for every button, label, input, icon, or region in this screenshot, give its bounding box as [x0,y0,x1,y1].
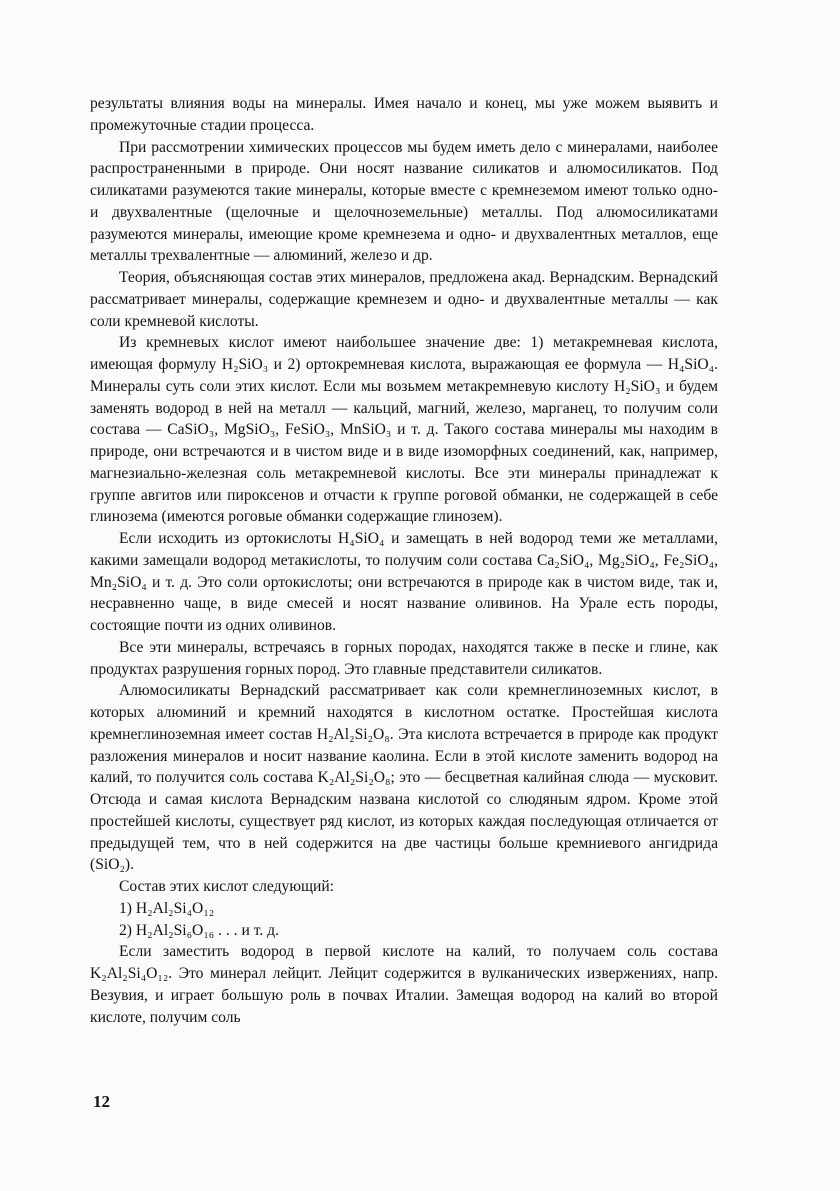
paragraph: Если заместить водород в первой кислоте на калий, то получаем соль состава K₂Al₂Si₄O₁₂. Это минерал лейцит. Лейцит содержится в вулканических извержениях, напр. Везувия, и играет большую роль в почвах Италии. Замещая водород на калий во второй кислоте, получим соль [90,943,718,1026]
formula-line: 1) H₂Al₂Si₄O₁₂ [119,899,215,917]
paragraph: Состав этих кислот следующий: [119,878,335,895]
paragraph: Алюмосиликаты Вернадский рассматривает как соли кремнеглиноземных кислот, в которых алюминий и кремний находятся в кислотном остатке. Простейшая кислота кремнеглиноземная имеет состав H₂Al₂Si₂O₈. Эта кислота встречается в природе как продукт разложения минералов и носит название каолина. Если в этой кислоте заменить водород на калий, то получится соль состава K₂Al₂Si₂O₈; это — бесцветная калийная слюда — мусковит. Отсюда и самая кислота Вернадским названа кислотой со слюдяным ядром. Кроме этой простейшей кислоты, существует ряд кислот, из которых каждая последующая отличается от предыдущей тем, что в ней содержится на две частицы больше кремниевого ангидрида (SiO₂). [90,682,718,874]
page-text [90,93,718,1028]
paragraph: Если исходить из ортокислоты H₄SiO₄ и замещать в ней водород теми же металлами, какими замещали водород метакислоты, то получим соли состава Ca₂SiO₄, Mg₂SiO₄, Fe₂SiO₄, Mn₂SiO₄ и т. д. Это соли ортокислоты; они встречаются в природе как в чистом виде, так и, несравненно чаще, в виде смесей и носят название оливинов. На Урале есть породы, состоящие почти из одних оливинов. [90,530,718,634]
page-number: 12 [93,1092,110,1111]
paragraph: результаты влияния воды на минералы. Имея начало и конец, мы уже можем выявить и промежуточные стадии процесса. [90,95,718,134]
paragraph: При рассмотрении химических процессов мы будем иметь дело с минералами, наиболее распространенными в природе. Они носят название силикатов и алюмосиликатов. Под силикатами разумеются такие минералы, которые вместе с кремнеземом имеют только одно- и двухвалентные (щелочные и щелочноземельные) металлы. Под алюмосиликатами разумеются минералы, имеющие кроме кремнезема и одно- и двухвалентных металлов, еще металлы трехвалентные — алюминий, железо и др. [90,138,718,265]
formula-line: 2) H₂Al₂Si₆O₁₆ . . . и т. д. [119,921,279,939]
paragraph: Теория, объясняющая состав этих минералов, предложена акад. Вернадским. Вернадский рассматривает минералы, содержащие кремнезем и одно- и двухвалентные металлы — как соли кремневой кислоты. [90,269,718,330]
paragraph: Из кремневых кислот имеют наибольшее значение две: 1) метакремневая кислота, имеющая формулу H₂SiO₃ и 2) ортокремневая кислота, выражающая ее формула — H₄SiO₄. Минералы суть соли этих кислот. Если мы возьмем метакремневую кислоту H₂SiO₃ и будем заменять водород в ней на металл — кальций, магний, железо, марганец, то получим соли состава — CaSiO₃, MgSiO₃, FeSiO₃, MnSiO₃ и т. д. Такого состава минералы мы находим в природе, они встречаются и в чистом виде и в виде изоморфных соединений, как, например, магнезиально-железная соль метакремневой кислоты. Все эти минералы принадлежат к группе авгитов или пироксенов и отчасти к группе роговой обманки, не содержащей в себе глинозема (имеются роговые обманки содержащие глинозем). [90,334,718,526]
paragraph: Все эти минералы, встречаясь в горных породах, находятся также в песке и глине, как продуктах разрушения горных пород. Это главные представители силикатов. [90,638,718,678]
